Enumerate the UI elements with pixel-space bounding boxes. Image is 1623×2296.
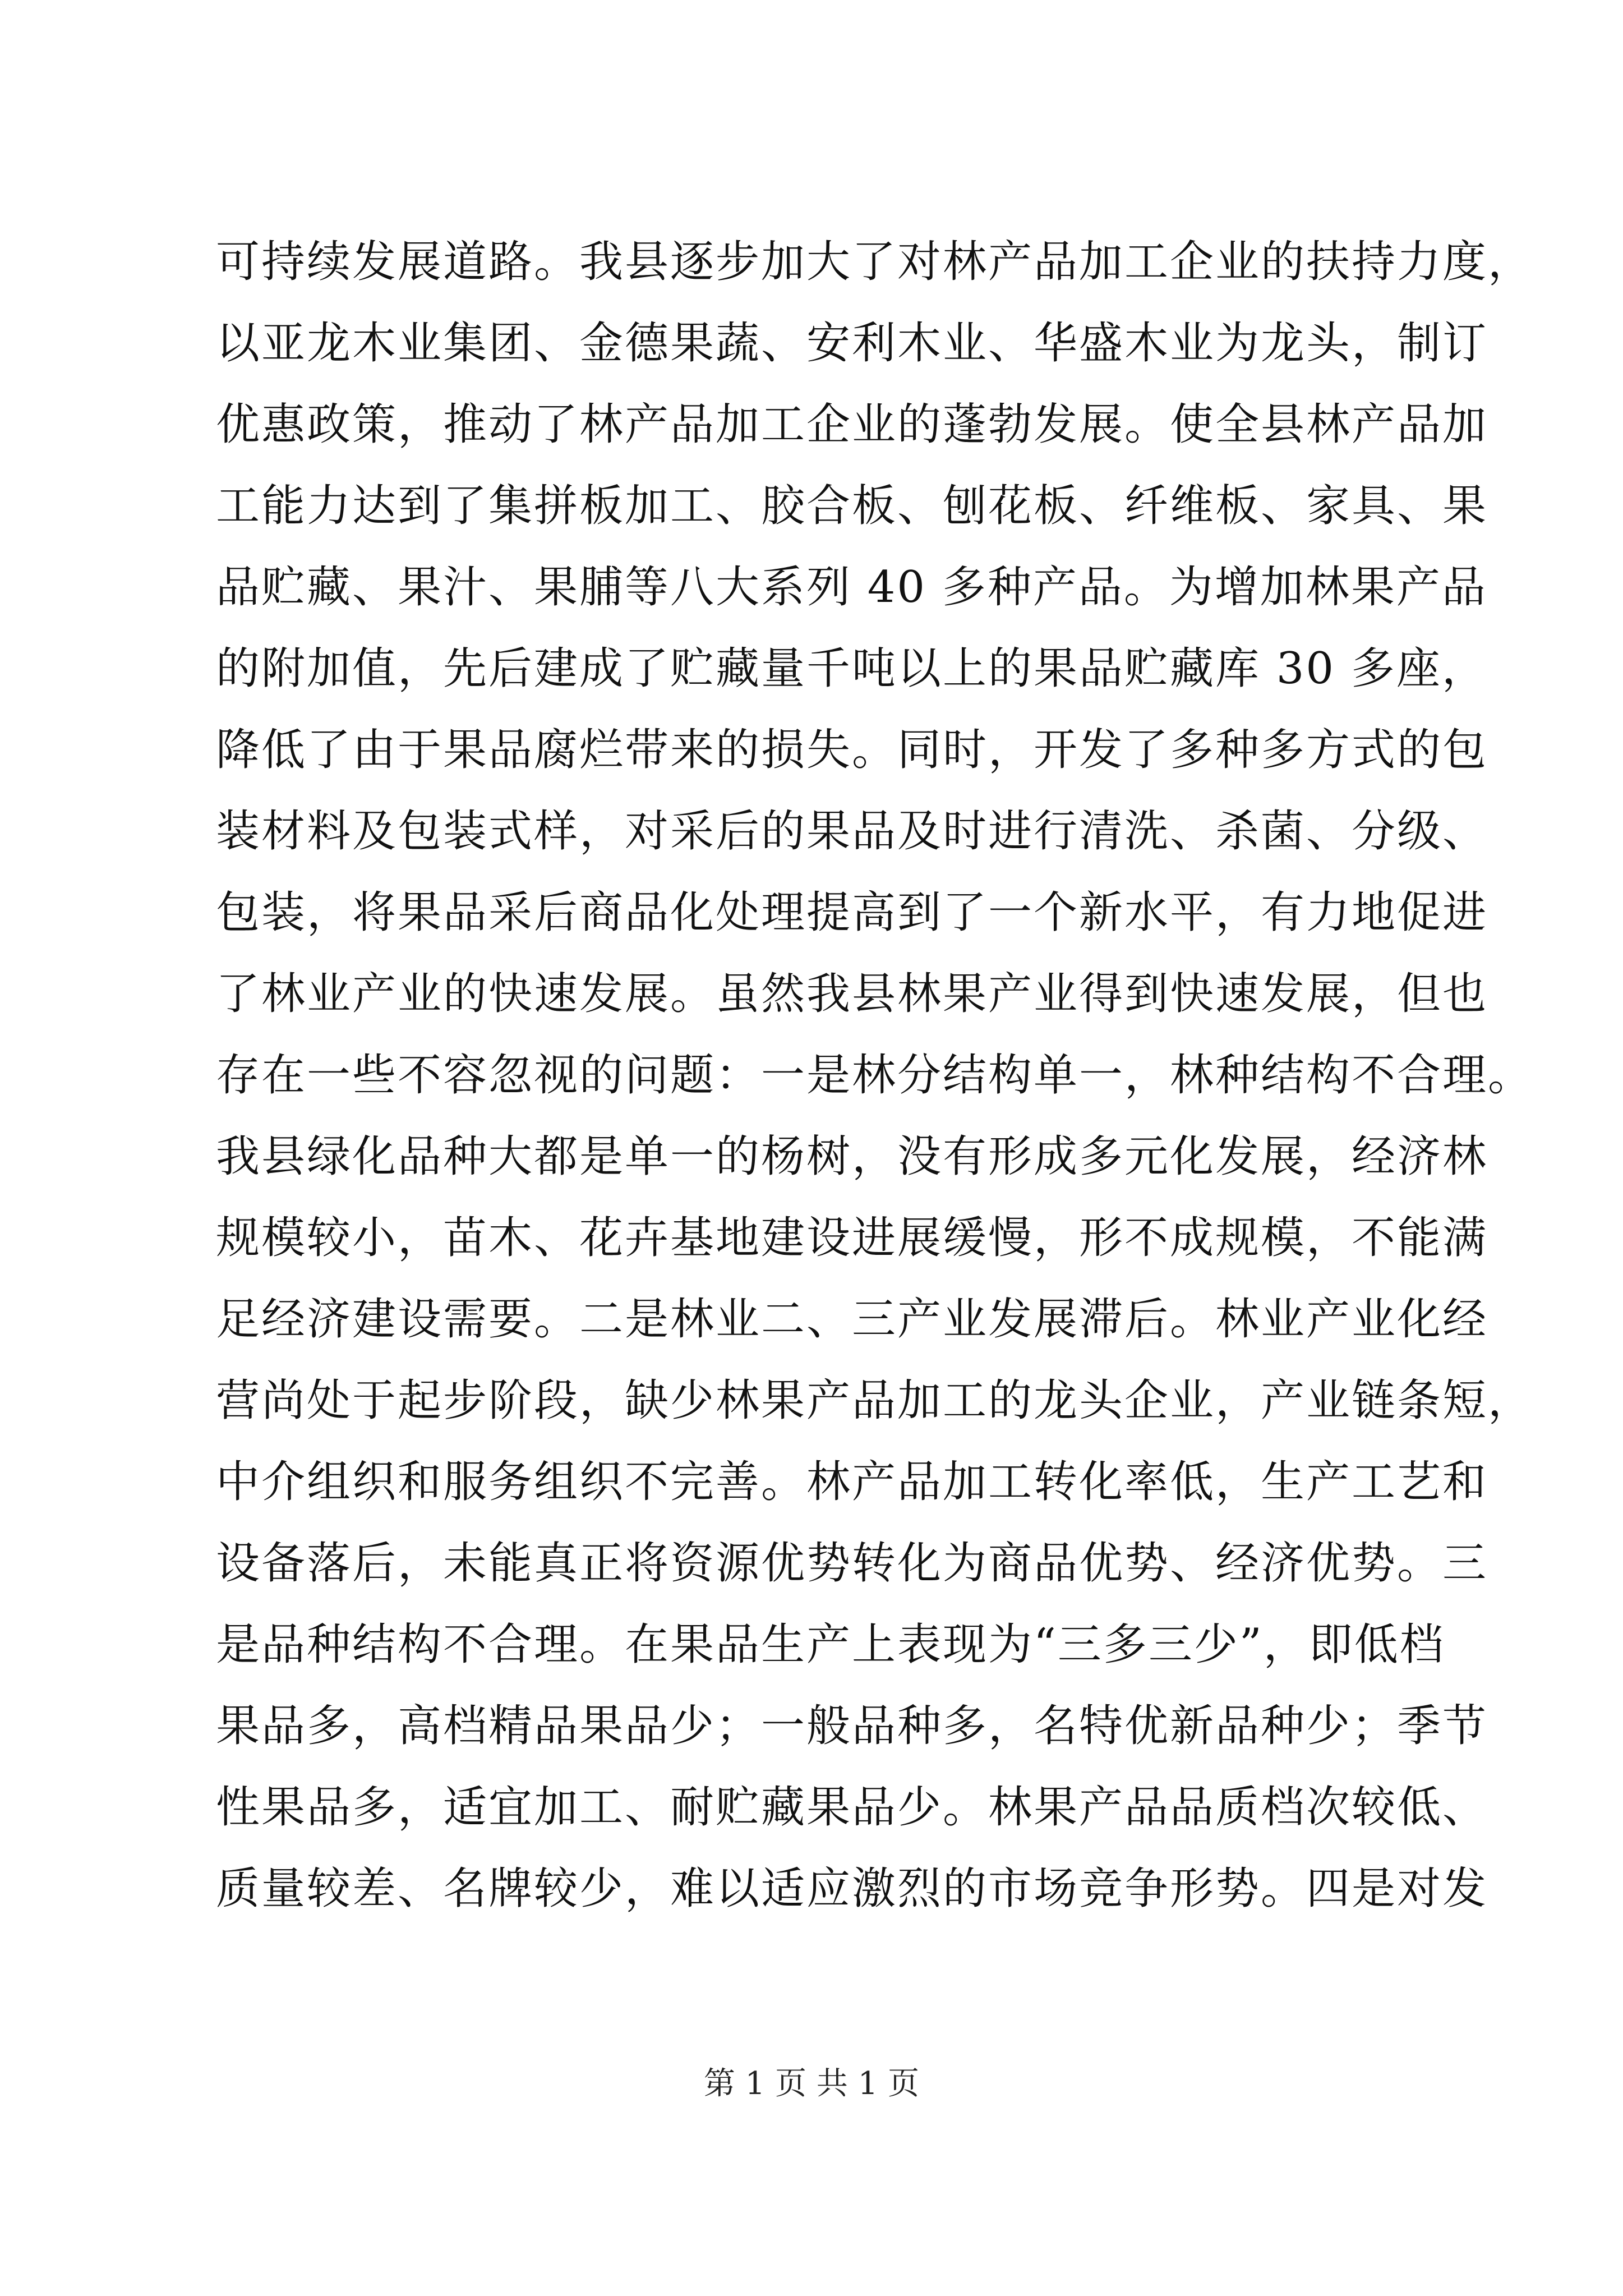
text-line: 足经济建设需要。二是林业二、三产业发展滞后。林业产业化经 — [216, 1294, 1488, 1345]
text-line: 以亚龙木业集团、金德果蔬、安利木业、华盛木业为龙头，制订 — [216, 318, 1488, 369]
text-line: 中介组织和服务组织不完善。林产品加工转化率低，生产工艺和 — [216, 1457, 1488, 1507]
text-line: 是品种结构不合理。在果品生产上表现为“三多三少”，即低档 — [216, 1619, 1445, 1670]
text-line: 了林业产业的快速发展。虽然我县林果产业得到快速发展，但也 — [216, 969, 1488, 1019]
page-footer — [0, 2062, 1623, 2106]
page-number-label: 第 1 页 共 1 页 — [703, 2065, 920, 2102]
text-line: 优惠政策，推动了林产品加工企业的蓬勃发展。使全县林产品加 — [216, 399, 1488, 450]
text-line: 降低了由于果品腐烂带来的损失。同时，开发了多种多方式的包 — [216, 725, 1488, 775]
text-line: 营尚处于起步阶段，缺少林果产品加工的龙头企业，产业链条短， — [216, 1375, 1534, 1426]
text-line: 的附加值，先后建成了贮藏量千吨以上的果品贮藏库 30 多座， — [216, 643, 1487, 694]
text-line: 可持续发展道路。我县逐步加大了对林产品加工企业的扶持力度， — [216, 237, 1534, 287]
text-line: 包装，将果品采后商品化处理提高到了一个新水平，有力地促进 — [216, 887, 1488, 938]
text-line: 我县绿化品种大都是单一的杨树，没有形成多元化发展，经济林 — [216, 1131, 1488, 1182]
text-line: 性果品多，适宜加工、耐贮藏果品少。林果产品品质档次较低、 — [216, 1782, 1488, 1833]
text-line: 品贮藏、果汁、果脯等八大系列 40 多种产品。为增加林果产品 — [216, 562, 1487, 613]
text-line: 规模较小，苗木、花卉基地建设进展缓慢，形不成规模，不能满 — [216, 1213, 1488, 1263]
text-line: 质量较差、名牌较少，难以适应激烈的市场竞争形势。四是对发 — [216, 1864, 1488, 1914]
text-line: 装材料及包装式样，对采后的果品及时进行清洗、杀菌、分级、 — [216, 806, 1488, 857]
text-line: 果品多，高档精品果品少；一般品种多，名特优新品种少；季节 — [216, 1701, 1488, 1751]
text-line: 设备落后，未能真正将资源优势转化为商品优势、经济优势。三 — [216, 1538, 1488, 1589]
body-paragraph — [216, 222, 1534, 1930]
text-line: 存在一些不容忽视的问题：一是林分结构单一，林种结构不合理。 — [216, 1050, 1534, 1101]
text-line: 工能力达到了集拼板加工、胶合板、刨花板、纤维板、家具、果 — [216, 481, 1488, 531]
